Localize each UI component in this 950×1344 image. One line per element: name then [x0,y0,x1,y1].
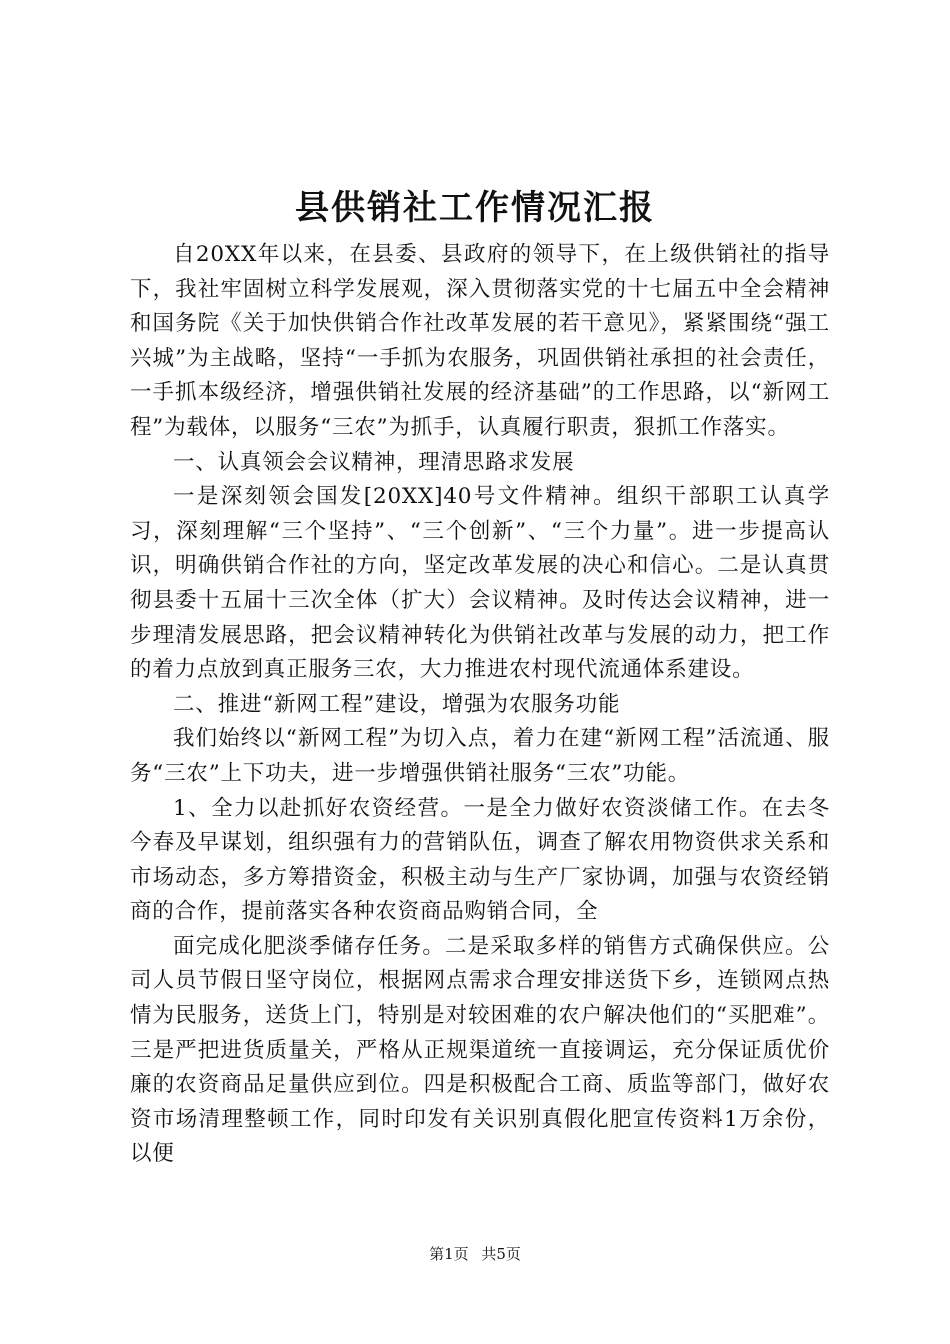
paragraph-item-1: 1、全力以赴抓好农资经营。一是全力做好农资淡储工作。在去冬今春及早谋划，组织强有力的营销队伍，调查了解农用物资供求关系和市场动态，多方筹措资金，积极主动与生产厂家协调，加强与农资经销商的合作，提前落实各种农资商品购销合同，全 [130,795,830,925]
paragraph-section-1: 一是深刻领会国发[20XX]40号文件精神。组织干部职工认真学习，深刻理解“三个坚持”、“三个创新”、“三个力量”。进一步提高认识，明确供销合作社的方向，坚定改革发展的决心和信心。二是认真贯彻县委十五届十三次全体（扩大）会议精神。及时传达会议精神，进一步理清发展思路，把会议精神转化为供销社改革与发展的动力，把工作的着力点放到真正服务三农，大力推进农村现代流通体系建设。 [130,484,830,683]
paragraph-section-2: 我们始终以“新网工程”为切入点，着力在建“新网工程”活流通、服务“三农”上下功夫，进一步增强供销社服务“三农”功能。 [130,726,830,786]
page-total: 共5页 [481,1245,521,1263]
paragraph-item-1-continued: 面完成化肥淡季储存任务。二是采取多样的销售方式确保供应。公司人员节假日坚守岗位，根据网点需求合理安排送货下乡，连锁网点热情为民服务，送货上门，特别是对较困难的农户解决他们的“买肥难”。三是严把进货质量关，严格从正规渠道统一直接调运，充分保证质优价廉的农资商品足量供应到位。四是积极配合工商、质监等部门，做好农资市场清理整顿工作，同时印发有关识别真假化肥宣传资料1万余份，以便 [130,933,830,1167]
section-heading-2: 二、推进“新网工程”建设，增强为农服务功能 [173,691,621,717]
page-footer [0,1244,950,1264]
section-heading-1: 一、认真领会会议精神，理清思路求发展 [173,449,575,475]
document-body [130,238,830,1172]
paragraph-intro: 自20XX年以来，在县委、县政府的领导下，在上级供销社的指导下，我社牢固树立科学发展观，深入贯彻落实党的十七届五中全会精神和国务院《关于加快供销合作社改革发展的若干意见》，紧紧围绕“强工兴城”为主战略，坚持“一手抓为农服务，巩固供销社承担的社会责任，一手抓本级经济，增强供销社发展的经济基础”的工作思路，以“新网工程”为载体，以服务“三农”为抓手，认真履行职责，狠抓工作落实。 [130,242,830,440]
page-number: 第1页 [429,1245,469,1263]
document-title: 县供销社工作情况汇报 [295,188,655,228]
